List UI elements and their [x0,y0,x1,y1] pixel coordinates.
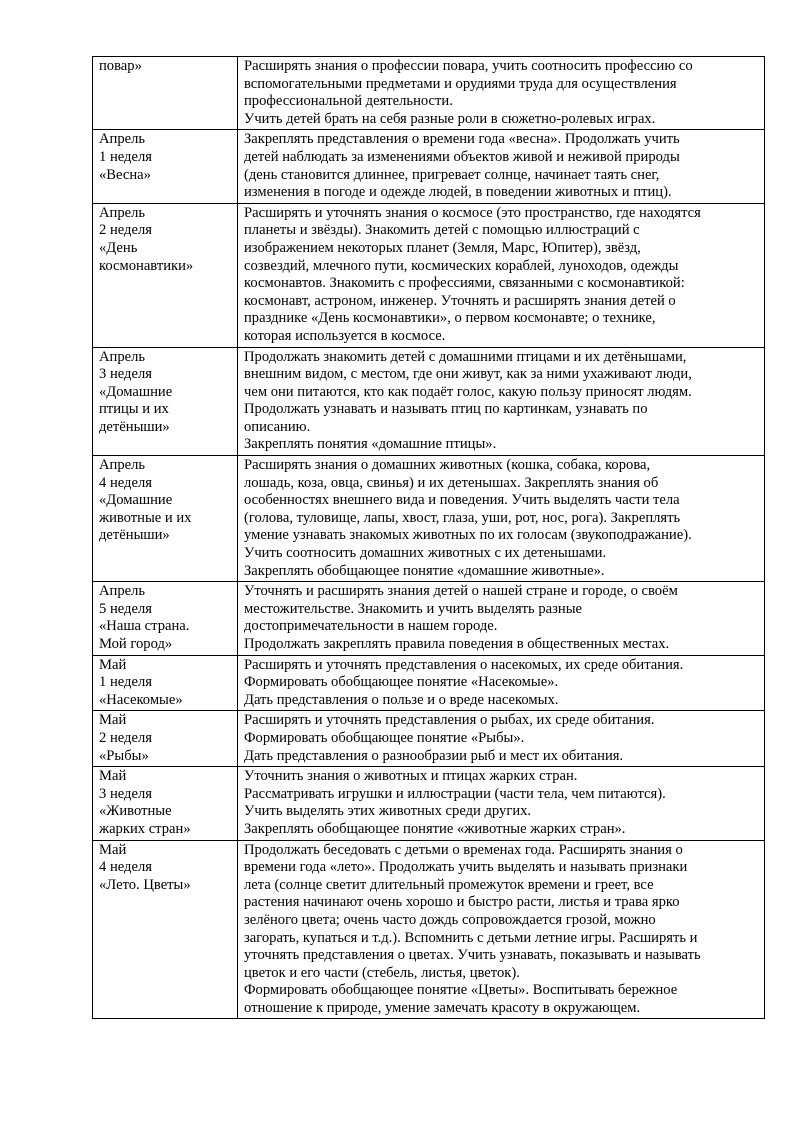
table-row [93,767,765,840]
period-line: «Домашние [99,383,173,400]
content-line: изменения в погоде и одежде людей, в поведении животных и птиц). [244,184,672,201]
curriculum-table-body [93,57,765,1019]
content-line: времени года «лето». Продолжать учить выделять и называть признаки [244,859,688,876]
content-line: Дать представления о разнообразии рыб и мест их обитания. [244,747,624,764]
period-line: 2 неделя [99,729,152,746]
period-line: «Домашние [99,492,173,509]
table-row [93,347,765,456]
table-row [93,57,765,130]
content-line: планеты и звёзды). Знакомить детей с помощью иллюстраций с [244,222,640,239]
period-line: Май [99,841,127,858]
period-line: «Животные [99,803,172,820]
table-row [93,456,765,582]
content-line: Рассматривать игрушки и иллюстрации (части тела, чем питаются). [244,785,666,802]
content-line: описанию. [244,418,311,435]
period-cell [93,582,238,655]
period-line: 1 неделя [99,148,152,165]
content-line: Закреплять понятия «домашние птицы». [244,436,497,453]
content-line: (голова, туловище, лапы, хвост, глаза, уши, рот, нос, рога). Закреплять [244,509,681,526]
period-line: Апрель [99,131,146,148]
period-line: Мой город» [99,636,173,652]
content-line: загорать, купаться и т.д.). Вспомнить с детьми летние игры. Расширять и [244,929,698,946]
content-line: которая используется в космосе. [244,327,446,344]
content-line: достопримечательности в нашем городе. [244,618,498,635]
period-line: 1 неделя [99,674,152,691]
period-line: Май [99,656,127,673]
content-line: Дать представления о пользе и о вреде насекомых. [244,691,559,708]
period-line: космонавтики» [99,257,194,274]
content-line: Формировать обобщающее понятие «Рыбы». [244,729,525,746]
period-line: Апрель [99,583,146,600]
content-line: растения начинают очень хорошо и быстро расти, листья и трава ярко [244,894,680,911]
content-line: Расширять знания о домашних животных (кошка, собака, корова, [244,457,651,474]
content-line: Расширять и уточнять представления о насекомых, их среде обитания. [244,656,684,673]
content-line: Расширять и уточнять знания о космосе (это пространство, где находятся [244,204,701,221]
content-line: Уточнять и расширять знания детей о нашей стране и городе, о своём [244,583,678,600]
period-cell [93,456,238,582]
content-line: Формировать обобщающее понятие «Цветы». Воспитывать бережное [244,982,678,999]
content-line: местожительстве. Знакомить и учить выделять разные [244,600,582,617]
content-cell [238,840,765,1019]
content-line: цветок и его части (стебель, листья, цветок). [244,964,520,981]
content-line: изображением некоторых планет (Земля, Марс, Юпитер), звёзд, [244,239,641,256]
period-line: 4 неделя [99,859,152,876]
period-cell [93,840,238,1019]
content-line: Продолжать закреплять правила поведения в общественных местах. [244,636,670,652]
period-cell [93,655,238,711]
period-line: детёныши» [99,418,170,435]
period-cell [93,347,238,456]
period-cell [93,130,238,203]
table-row [93,655,765,711]
content-line: Расширять и уточнять представления о рыбах, их среде обитания. [244,712,655,729]
content-line: космонавт, астроном, инженер. Уточнять и расширять знания детей о [244,292,676,309]
content-line: космонавтов. Знакомить с профессиями, связанными с космонавтикой: [244,275,685,292]
content-line: лета (солнце светит длительный промежуток времени и греет, все [244,876,654,893]
content-line: Закреплять обобщающее понятие «животные жарких стран». [244,820,626,837]
period-line: «День [99,239,138,256]
period-line: жарких стран» [99,820,191,837]
content-line: зелёного цвета; очень часто дождь сопровождается грозой, можно [244,911,656,928]
content-line: созвездий, млечного пути, космических кораблей, луноходов, одежды [244,257,679,274]
content-line: празднике «День космонавтики», о первом космонавте; о технике, [244,310,656,327]
table-row [93,711,765,767]
period-line: 5 неделя [99,600,152,617]
content-line: Продолжать беседовать с детьми о временах года. Расширять знания о [244,841,683,858]
content-line: Продолжать узнавать и называть птиц по картинкам, узнавать по [244,401,648,418]
period-cell [93,711,238,767]
period-line: 3 неделя [99,785,152,802]
content-line: лошадь, коза, овца, свинья) и их детенышах. Закреплять знания об [244,474,659,491]
period-line: Май [99,712,127,729]
period-line: «Рыбы» [99,747,149,764]
content-cell [238,655,765,711]
period-line: 3 неделя [99,366,152,383]
period-line: детёныши» [99,527,170,544]
period-line: Апрель [99,348,146,365]
content-cell [238,582,765,655]
content-line: профессиональной деятельности. [244,93,453,110]
period-line: Май [99,768,127,785]
period-cell [93,767,238,840]
table-row [93,130,765,203]
content-line: Продолжать знакомить детей с домашними птицами и их детёнышами, [244,348,687,365]
period-line: «Насекомые» [99,691,183,708]
period-line: «Весна» [99,166,151,183]
table-row [93,840,765,1019]
period-line: животные и их [99,509,192,526]
content-cell [238,711,765,767]
content-line: Учить детей брать на себя разные роли в сюжетно-ролевых играх. [244,110,656,127]
period-line: Апрель [99,457,146,474]
content-line: Закреплять обобщающее понятие «домашние животные». [244,562,605,579]
content-cell [238,767,765,840]
content-line: внешним видом, с местом, где они живут, как за ними ухаживают люди, [244,366,692,383]
period-cell [93,203,238,347]
content-cell [238,130,765,203]
period-line: 2 неделя [99,222,152,239]
period-line: «Наша страна. [99,618,190,635]
table-row [93,582,765,655]
content-line: вспомогательными предметами и орудиями труда для осуществления [244,75,677,92]
content-line: Формировать обобщающее понятие «Насекомые». [244,674,559,691]
content-line: детей наблюдать за изменениями объектов живой и неживой природы [244,148,680,165]
content-cell [238,347,765,456]
content-cell [238,203,765,347]
content-line: умение узнавать знакомых животных по их голосам (звукоподражание). [244,527,692,544]
content-line: отношение к природе, умение замечать красоту в окружающем. [244,999,641,1016]
period-line: Апрель [99,204,146,221]
table-row [93,203,765,347]
content-line: уточнять представления о цветах. Учить узнавать, показывать и называть [244,947,701,964]
period-line: «Лето. Цветы» [99,876,191,893]
content-line: чем они питаются, кто как подаёт голос, какую пользу приносят людям. [244,383,692,400]
period-line: повар» [99,58,142,74]
content-cell [238,57,765,130]
content-line: Учить выделять этих животных среди других. [244,803,532,820]
period-line: 4 неделя [99,474,152,491]
content-line: Уточнить знания о животных и птицах жарких стран. [244,768,578,785]
content-line: особенностях внешнего вида и поведения. Учить выделять части тела [244,492,680,509]
period-cell [93,57,238,130]
content-line: Учить соотносить домашних животных с их детенышами. [244,545,607,562]
curriculum-table [92,56,765,1019]
period-line: птицы и их [99,401,169,418]
content-line: Закреплять представления о времени года «весна». Продолжать учить [244,131,680,148]
content-line: (день становится длиннее, пригревает солнце, начинает таять снег, [244,166,660,183]
content-cell [238,456,765,582]
content-line: Расширять знания о профессии повара, учить соотносить профессию со [244,58,693,74]
